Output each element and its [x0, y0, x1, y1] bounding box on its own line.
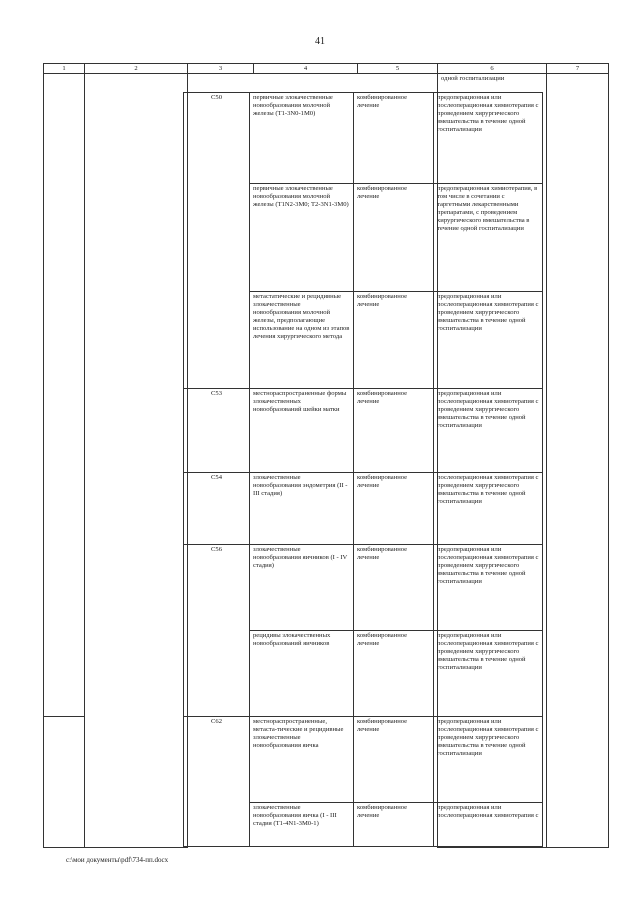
treatment-cell: комбинированное лечение [354, 631, 434, 717]
column-header: 2 [85, 64, 188, 74]
code-cell: C53 [184, 389, 250, 473]
table-row [184, 473, 543, 545]
code-cell: C56 [184, 545, 250, 717]
diagnosis-cell: рецидивы злокачественных новообразований яичников [250, 631, 354, 717]
diagnosis-cell: злокачественные новообразования яичников (I - IV стадия) [250, 545, 354, 631]
method-cell: предоперационная химиотерапия, в том числе в сочетании с таргетными лекарственными препаратами, с проведением хирургического вмешательства в течение одной госпитализации [434, 184, 543, 292]
method-cell: предоперационная или послеоперационная химиотерапия с проведением хирургического вмешательства в течение одной госпитализации [434, 717, 543, 803]
diagnosis-cell: первичные злокачественные новообразования молочной железы (T1-3N0-1M0) [250, 93, 354, 184]
cell-col2 [85, 74, 188, 848]
page-number: 41 [315, 36, 325, 47]
treatment-cell: комбинированное лечение [354, 473, 434, 545]
method-cell: предоперационная или послеоперационная химиотерапия с проведением хирургического вмешательства в течение одной госпитализации [434, 93, 543, 184]
column-header: 4 [254, 64, 358, 74]
diagnosis-cell: злокачественные новообразования эндометрия (II - III стадия) [250, 473, 354, 545]
code-cell: C54 [184, 473, 250, 545]
table-cell: одной госпитализации [438, 74, 547, 848]
column-header: 7 [547, 64, 609, 74]
inner-table [183, 92, 543, 847]
method-cell: предоперационная или послеоперационная химиотерапия с проведением хирургического вмешательства в течение одной госпитализации [434, 389, 543, 473]
table-row [184, 717, 543, 803]
cell-col7 [547, 74, 609, 848]
diagnosis-cell: метастатические и рецидивные злокачественные новообразования молочной железы, предполагающие использование на одном из этапов лечения хирургического метода [250, 292, 354, 389]
method-cell: предоперационная или послеоперационная химиотерапия с проведением хирургического вмешательства в течение одной госпитализации [434, 292, 543, 389]
table-row [184, 389, 543, 473]
table-header-row [44, 64, 609, 74]
treatment-cell: комбинированное лечение [354, 292, 434, 389]
treatment-cell: комбинированное лечение [354, 93, 434, 184]
method-cell: предоперационная или послеоперационная химиотерапия с проведением хирургического вмешательства в течение одной госпитализации [434, 631, 543, 717]
diagnosis-cell: первичные злокачественные новообразования молочной железы (T1N2-3M0; T2-3N1-3M0) [250, 184, 354, 292]
row-divider [43, 716, 84, 717]
treatment-cell: комбинированное лечение [354, 803, 434, 847]
treatment-cell: комбинированное лечение [354, 717, 434, 803]
code-cell: C62 [184, 717, 250, 847]
diagnosis-cell: злокачественные новообразования яичка (I - III стадия (T1-4N1-3M0-1) [250, 803, 354, 847]
treatment-cell: комбинированное лечение [354, 545, 434, 631]
method-cell: послеоперационная химиотерапия с проведением хирургического вмешательства в течение одной госпитализации [434, 473, 543, 545]
column-header: 1 [44, 64, 85, 74]
table-row [184, 545, 543, 631]
diagnosis-cell: местнораспространенные, метаста-тические и рецидивные злокачественные новообразования яичка [250, 717, 354, 803]
code-cell: C50 [184, 93, 250, 389]
treatment-cell: комбинированное лечение [354, 389, 434, 473]
table-row [184, 93, 543, 184]
treatment-cell: комбинированное лечение [354, 184, 434, 292]
cell-col1 [44, 74, 85, 848]
method-cell: предоперационная или послеоперационная химиотерапия с [434, 803, 543, 847]
column-header: 3 [188, 64, 254, 74]
column-header: 5 [358, 64, 438, 74]
footer-path: c:\мои документы\pdf\734-пп.docx [66, 856, 169, 864]
method-cell: предоперационная или послеоперационная химиотерапия с проведением хирургического вмешательства в течение одной госпитализации [434, 545, 543, 631]
column-header: 6 [438, 64, 547, 74]
diagnosis-cell: местнораспространенные формы злокачественных новообразований шейки матки [250, 389, 354, 473]
